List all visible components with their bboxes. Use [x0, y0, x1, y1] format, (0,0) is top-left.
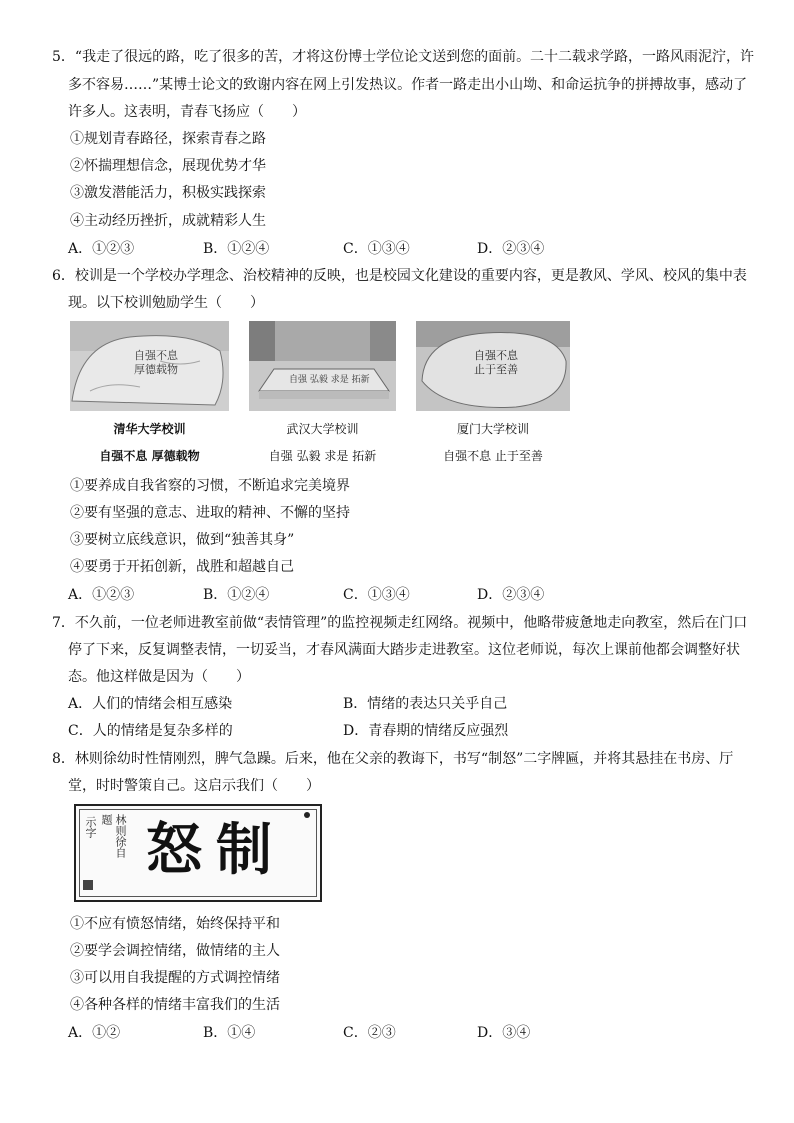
tsinghua-motto-photo: [70, 321, 229, 411]
plaque-big-characters: 制怒: [146, 817, 286, 883]
tsinghua-caption-title: 清华大学校训: [113, 422, 186, 436]
wuhan-stone-text: 自强 弘毅 求是 拓新: [289, 375, 370, 385]
plaque-inscription-1: 林则徐自: [114, 814, 127, 858]
question-5-stem-line-3: 许多人。这表明，青春飞扬应（ ）: [68, 104, 306, 120]
question-7-choice-c[interactable]: C．人的情绪是复杂多样的: [68, 723, 233, 739]
question-7-stem-line-2: 停了下来，反复调整表情，一切妥当，才春风满面大踏步走进教室。这位老师说，每次上课前他都会调整好状: [68, 642, 740, 658]
question-8-choice-a[interactable]: A．①②: [68, 1025, 121, 1041]
question-7-choice-b[interactable]: B．情绪的表达只关乎自己: [343, 696, 508, 712]
question-6-stem-line-1: 6．校训是一个学校办学理念、治校精神的反映，也是校园文化建设的重要内容，更是教风、学风、校风的集中表: [52, 268, 747, 284]
question-6-choice-b[interactable]: B．①②④: [203, 587, 270, 603]
question-8-item-2: ②要学会调控情绪，做情绪的主人: [70, 943, 280, 959]
question-7-choice-d[interactable]: D．青春期的情绪反应强烈: [343, 723, 509, 739]
question-8-choice-d[interactable]: D．③④: [477, 1025, 531, 1041]
question-7-choice-a[interactable]: A．人们的情绪会相互感染: [68, 696, 233, 712]
question-5-stem-line-2: 多不容易……”某博士论文的致谢内容在网上引发热议。作者一路走出小山坳、和命运抗争的拼搏故事，感动了: [68, 77, 748, 93]
question-7-stem-line-3: 态。他这样做是因为（ ）: [68, 669, 250, 685]
question-5-choice-c[interactable]: C．①③④: [343, 241, 410, 257]
question-5-item-4: ④主动经历挫折，成就精彩人生: [70, 213, 266, 229]
ink-dot-decoration: [304, 812, 310, 818]
question-8-stem-line-1: 8．林则徐幼时性情刚烈，脾气急躁。后来，他在父亲的教诲下，书写“制怒”二字牌匾，并将其悬挂在书房、厅: [52, 751, 734, 767]
question-8-choice-c[interactable]: C．②③: [343, 1025, 396, 1041]
question-8-item-4: ④各种各样的情绪丰富我们的生活: [70, 997, 280, 1013]
xiamen-caption-title: 厦门大学校训: [456, 422, 529, 436]
wuhan-motto-photo: [249, 321, 396, 411]
question-8-item-3: ③可以用自我提醒的方式调控情绪: [70, 970, 280, 986]
wuhan-caption-motto: 自强 弘毅 求是 拓新: [268, 449, 377, 463]
question-5-item-3: ③激发潜能活力，积极实践探索: [70, 185, 266, 201]
plaque-signature: 示字: [84, 816, 97, 838]
question-6-item-4: ④要勇于开拓创新，战胜和超越自己: [70, 559, 294, 575]
tsinghua-stone-text: 自强不息 厚德载物: [134, 349, 178, 376]
wuhan-caption-title: 武汉大学校训: [286, 422, 359, 436]
question-5-choice-a[interactable]: A．①②③: [68, 241, 135, 257]
question-5-choice-b[interactable]: B．①②④: [203, 241, 270, 257]
question-8-stem-line-2: 堂，时时警策自己。这启示我们（ ）: [68, 778, 320, 794]
question-6-item-1: ①要养成自我省察的习惯，不断追求完美境界: [70, 478, 350, 494]
question-7-stem-line-1: 7．不久前，一位老师进教室前做“表情管理”的监控视频走红网络。视频中，他略带疲惫地走向教室，然后在门口: [52, 615, 748, 631]
xiamen-stone-text: 自强不息 止于至善: [474, 349, 518, 376]
xiamen-motto-photo: [416, 321, 570, 411]
question-8-item-1: ①不应有愤怒情绪，始终保持平和: [70, 916, 280, 932]
zhinu-plaque-image: [74, 804, 322, 902]
question-6-choice-c[interactable]: C．①③④: [343, 587, 410, 603]
question-5-item-2: ②怀揣理想信念，展现优势才华: [70, 158, 266, 174]
question-6-item-3: ③要树立底线意识，做到“独善其身”: [70, 532, 295, 548]
question-5-stem-line-1: 5．“我走了很远的路，吃了很多的苦，才将这份博士学位论文送到您的面前。二十二载求学路，一路风雨泥泞，许: [52, 49, 755, 65]
question-5-choice-d[interactable]: D．②③④: [477, 241, 545, 257]
question-8-choice-b[interactable]: B．①④: [203, 1025, 256, 1041]
question-6-item-2: ②要有坚强的意志、进取的精神、不懈的坚持: [70, 505, 350, 521]
question-6-choice-d[interactable]: D．②③④: [477, 587, 545, 603]
question-6-choice-a[interactable]: A．①②③: [68, 587, 135, 603]
xiamen-caption-motto: 自强不息 止于至善: [443, 449, 543, 463]
plaque-inscription-2: 题: [100, 814, 113, 825]
seal-stamp: [83, 880, 93, 890]
question-6-stem-line-2: 现。以下校训勉励学生（ ）: [68, 295, 264, 311]
tsinghua-caption-motto: 自强不息 厚德载物: [99, 449, 200, 463]
question-5-item-1: ①规划青春路径，探索青春之路: [70, 131, 266, 147]
